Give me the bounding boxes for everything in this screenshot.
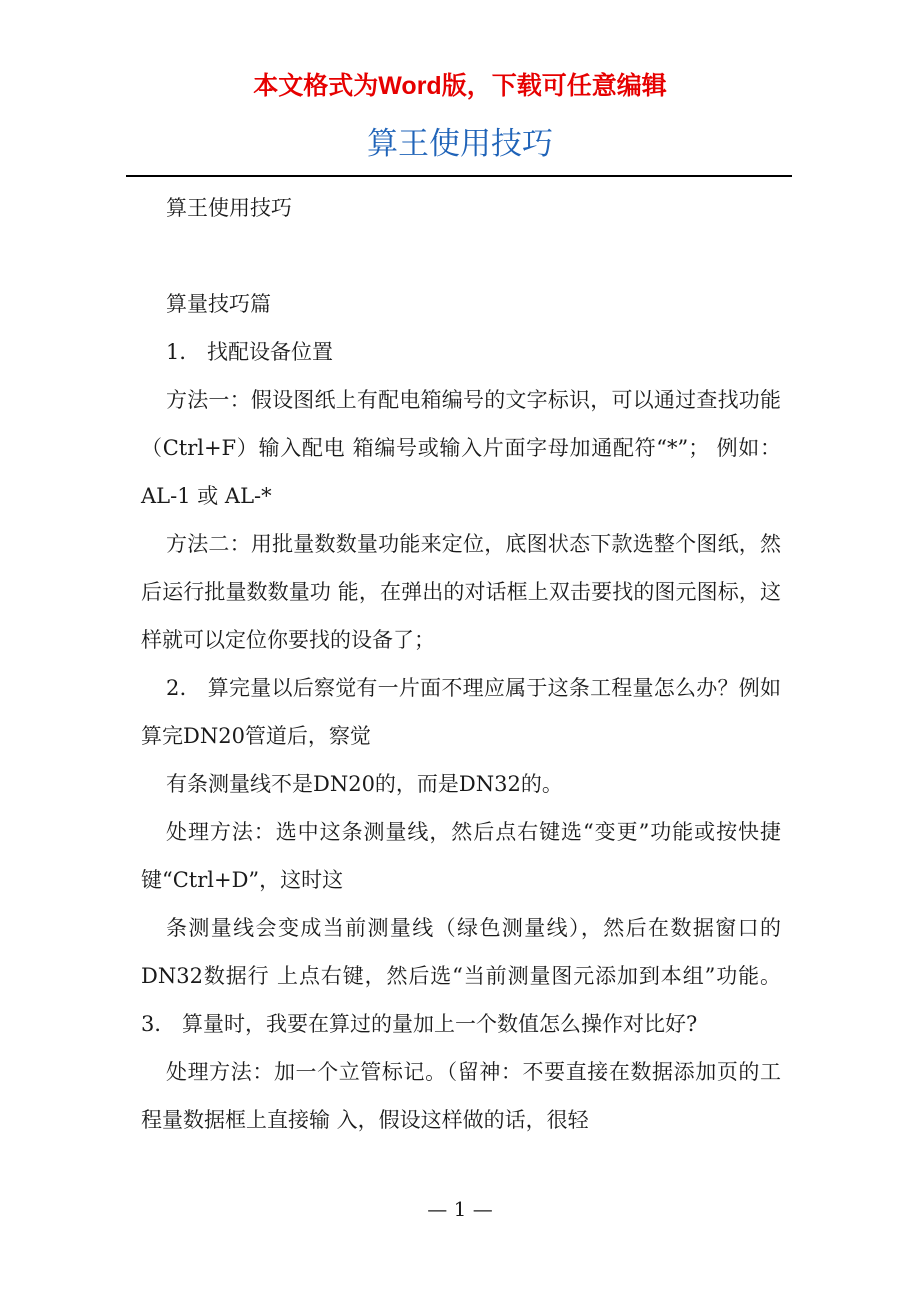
paragraph-subtitle: 算王使用技巧 (166, 196, 292, 220)
paragraph-blank (141, 232, 781, 280)
paragraph-item-2: 2． 算完量以后察觉有一片面不理应属于这条工程量怎么办？例如算完DN20管道后，察觉 (141, 676, 781, 748)
paragraph-method-1: 方法一：假设图纸上有配电箱编号的文字标识，可以通过查找功能（Ctrl+F）输入配电 箱编号或输入片面字母加通配符“*”； 例如：AL-1 或 AL-* (141, 388, 781, 508)
paragraph-section-heading: 算量技巧篇 (166, 292, 271, 316)
header-rule (126, 175, 792, 177)
paragraph-solution-1: 处理方法：选中这条测量线，然后点右键选“变更”功能或按快捷键“Ctrl+D”，这时这 (141, 820, 781, 892)
format-banner: 本文格式为Word版，下载可任意编辑 (253, 72, 667, 100)
paragraph-item-2-cont: 有条测量线不是DN20的，而是DN32的。 (166, 772, 563, 796)
paragraph-solution-1-cont: 条测量线会变成当前测量线（绿色测量线），然后在数据窗口的DN32数据行 上点右键，然后选“当前测量图元添加到本组”功能。 3． 算量时，我要在算过的量加上一个数值怎么操作对比好? (141, 916, 781, 1036)
document-title: 算王使用技巧 (367, 126, 553, 162)
document-body (141, 184, 781, 1144)
paragraph-solution-2: 处理方法：加一个立管标记。（留神：不要直接在数据添加页的工程量数据框上直接输 入，假设这样做的话，很轻 (141, 1060, 781, 1132)
page-number: — 1 — (427, 1197, 493, 1221)
paragraph-item-1: 1． 找配设备位置 (166, 340, 334, 364)
paragraph-method-2: 方法二：用批量数数量功能来定位，底图状态下款选整个图纸，然后运行批量数数量功 能，在弹出的对话框上双击要找的图元图标，这样就可以定位你要找的设备了； (141, 532, 781, 652)
